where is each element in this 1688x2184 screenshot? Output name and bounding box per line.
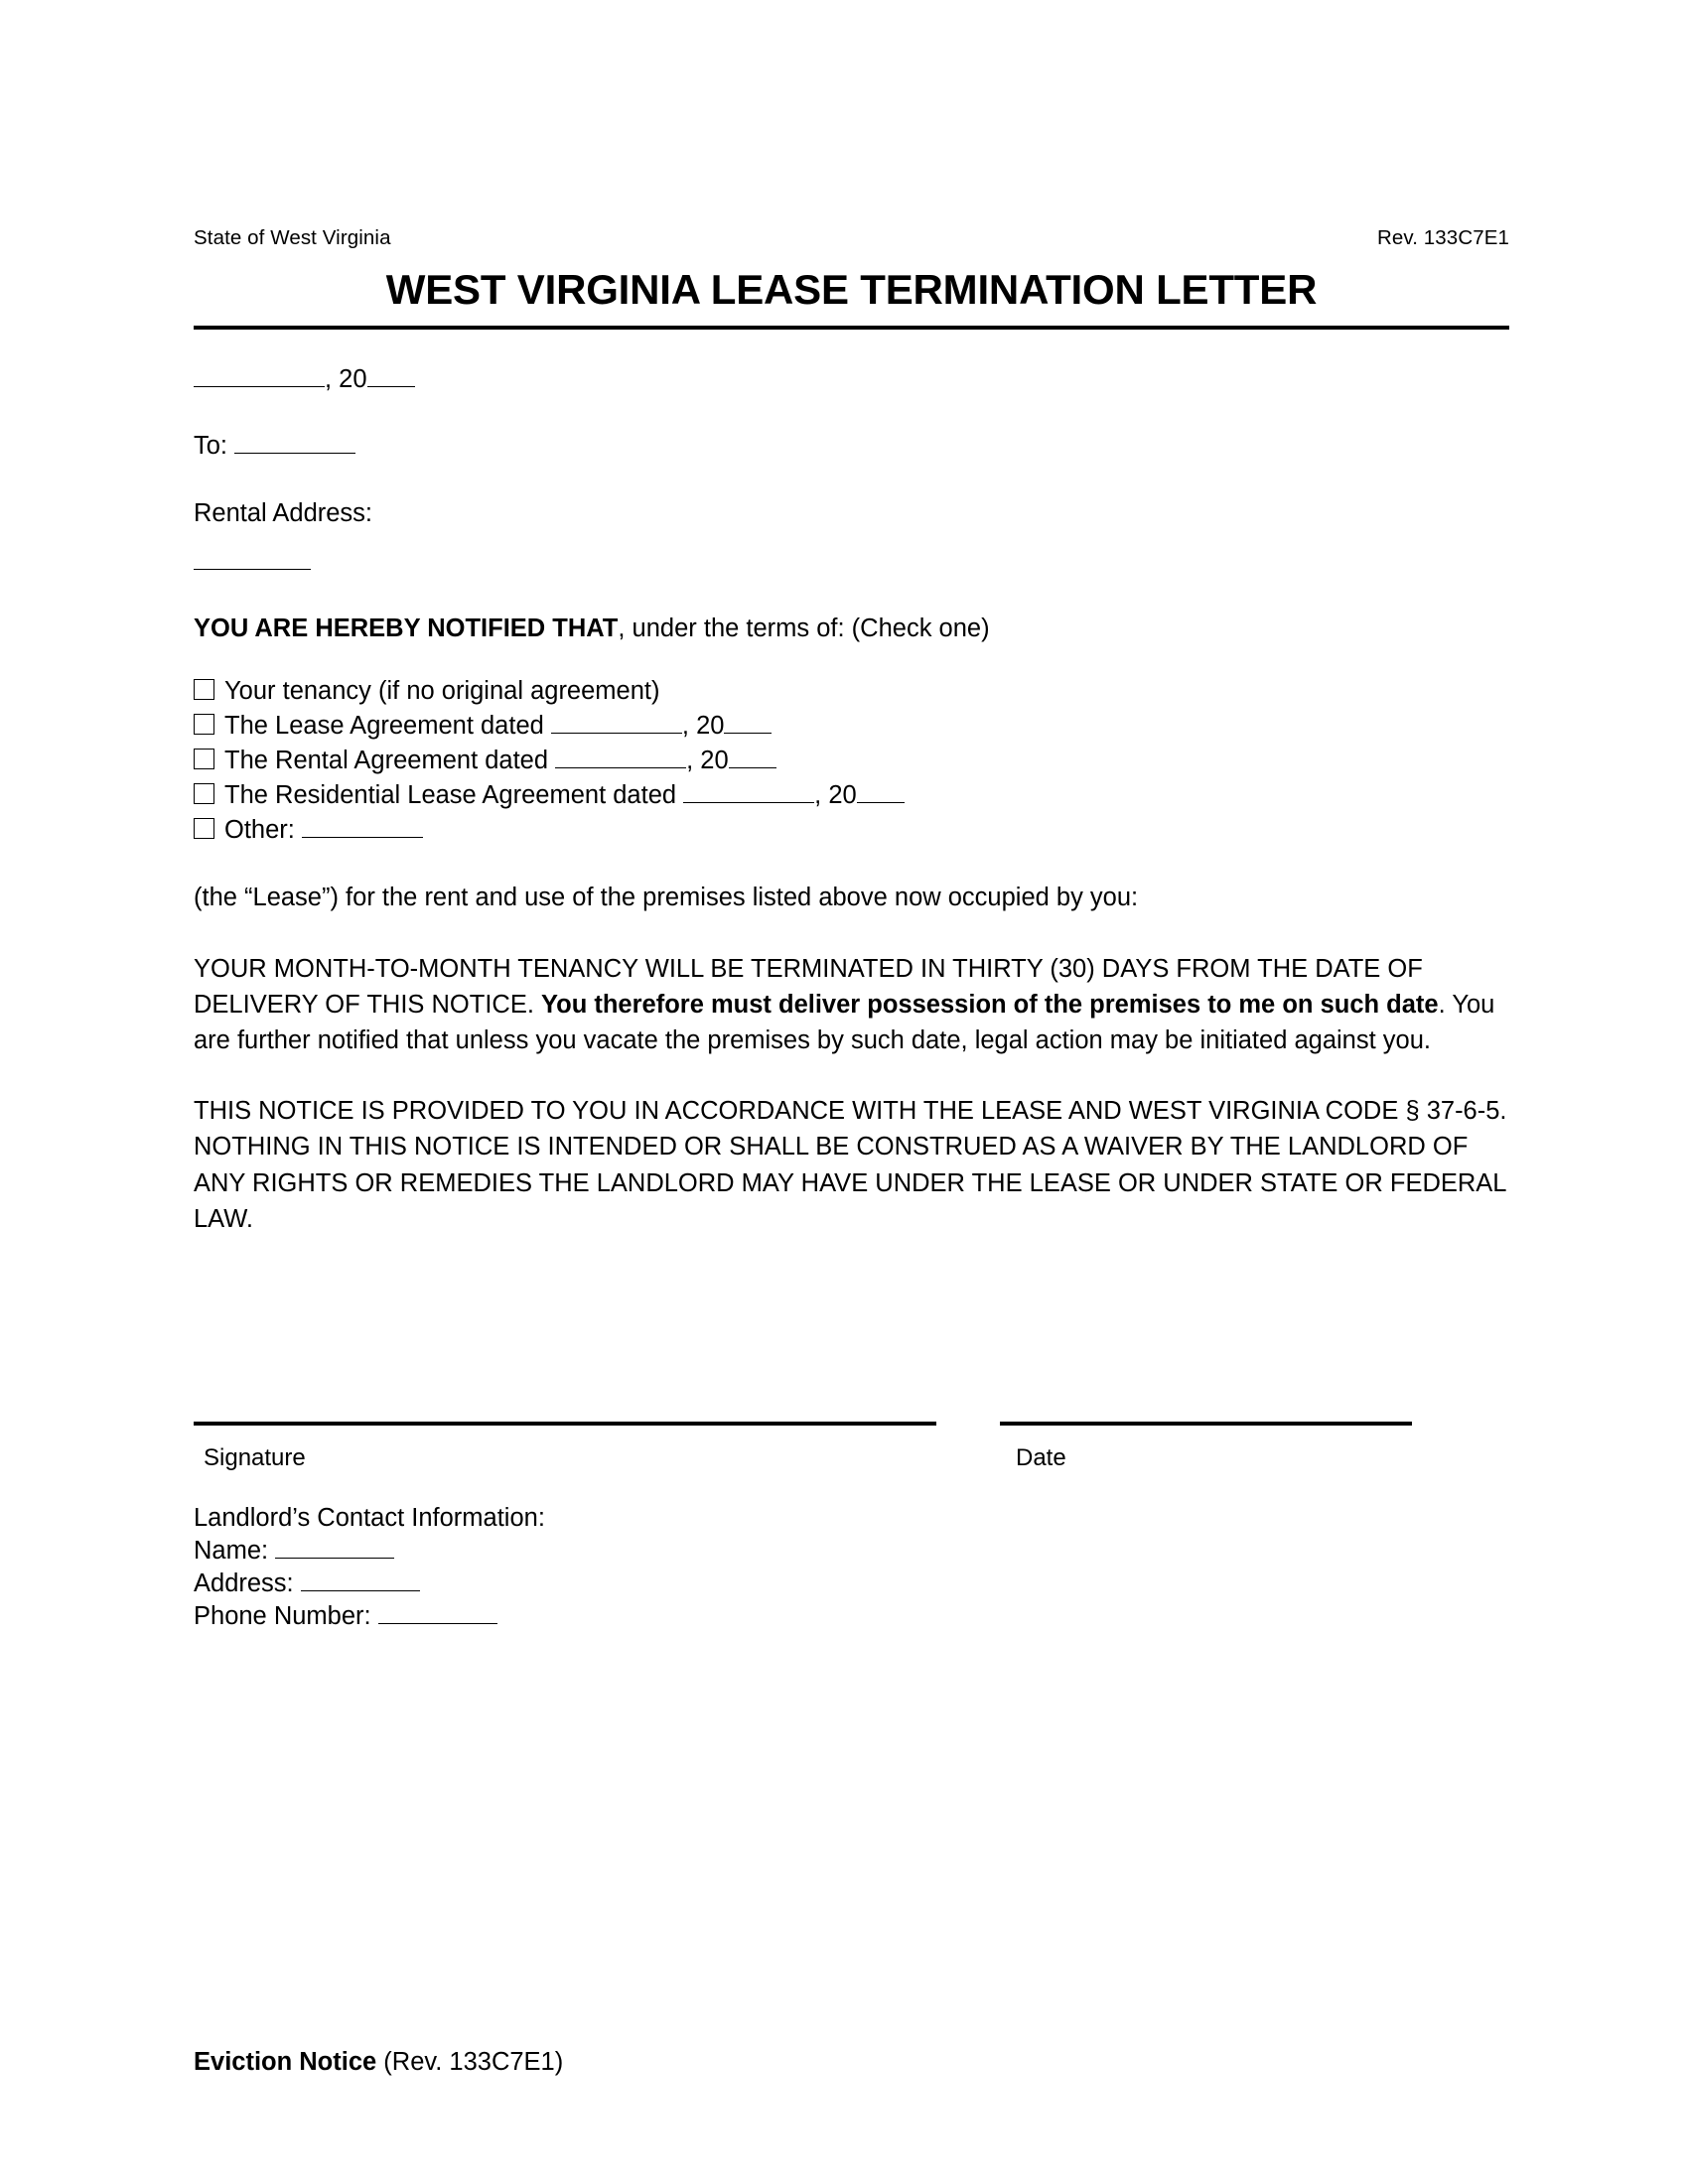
- checklist-date-blank[interactable]: [551, 733, 682, 734]
- checklist-date-blank[interactable]: [555, 767, 686, 768]
- checklist-item-label: The Lease Agreement dated: [224, 712, 544, 741]
- terms-checklist: [194, 676, 1509, 845]
- checklist-item-label: The Residential Lease Agreement dated: [224, 781, 677, 810]
- notice-intro-bold: YOU ARE HEREBY NOTIFIED THAT: [194, 614, 619, 643]
- checkbox-icon[interactable]: [194, 818, 214, 839]
- footer-revision: (Rev. 133C7E1): [376, 2048, 564, 2076]
- rental-address-label: Rental Address:: [194, 499, 373, 528]
- footer-title: Eviction Notice: [194, 2048, 377, 2076]
- contact-phone-row: [194, 1600, 545, 1633]
- checklist-date-suffix: , 20: [681, 712, 725, 741]
- termination-paragraph: [194, 951, 1509, 1059]
- rental-address-blank[interactable]: [194, 569, 311, 570]
- contact-phone-label: Phone Number:: [194, 1601, 371, 1630]
- checklist-year-blank[interactable]: [724, 733, 772, 734]
- checklist-item-rental-agreement[interactable]: [194, 746, 1509, 775]
- checklist-item-other[interactable]: [194, 815, 1509, 845]
- contact-name-blank[interactable]: [275, 1558, 394, 1559]
- checklist-date-blank[interactable]: [683, 802, 814, 803]
- date-year-blank[interactable]: [367, 386, 415, 387]
- checklist-year-blank[interactable]: [729, 767, 776, 768]
- checkbox-icon[interactable]: [194, 679, 214, 700]
- document-header: [194, 226, 1509, 251]
- date-line: [194, 362, 1509, 397]
- lease-definition-line: (the “Lease”) for the rent and use of the premises listed above now occupied by you:: [194, 884, 1139, 912]
- checklist-item-tenancy[interactable]: [194, 676, 1509, 706]
- checklist-item-label: The Rental Agreement dated: [224, 747, 549, 775]
- signature-rules: [194, 1422, 1509, 1435]
- title-divider: [194, 326, 1509, 330]
- to-blank[interactable]: [234, 453, 355, 454]
- contact-phone-blank[interactable]: [378, 1623, 497, 1624]
- signature-label: Signature: [204, 1444, 306, 1471]
- termination-part-b-bold: You therefore must deliver possession of the premises to me on such date: [541, 990, 1439, 1019]
- checklist-other-blank[interactable]: [302, 837, 423, 838]
- signature-labels: [194, 1444, 1509, 1482]
- document-footer: [194, 2048, 563, 2077]
- checklist-item-lease-agreement[interactable]: [194, 711, 1509, 741]
- revision-code: Rev. 133C7E1: [1376, 226, 1509, 249]
- rental-address-blank-row: [194, 545, 1509, 580]
- contact-name-label: Name:: [194, 1536, 269, 1565]
- checkbox-icon[interactable]: [194, 749, 214, 769]
- checkbox-icon[interactable]: [194, 783, 214, 804]
- checklist-item-label: Your tenancy (if no original agreement): [224, 677, 660, 706]
- checkbox-icon[interactable]: [194, 714, 214, 735]
- checklist-item-label: Other:: [224, 816, 295, 845]
- termination-part-c: . You are further notified that unless you vacate the premises by such date, legal action may be initiated against you.: [194, 990, 1495, 1055]
- rental-address-line: [194, 496, 1509, 579]
- termination-part-a: YOUR MONTH-TO-MONTH TENANCY WILL BE TERMINATED IN THIRTY (30) DAYS FROM THE DATE OF DELIVERY OF THIS NOTICE.: [194, 954, 1423, 1019]
- date-year-prefix: , 20: [325, 364, 367, 393]
- document-content: [194, 226, 1509, 1237]
- checklist-date-suffix: , 20: [686, 747, 729, 775]
- contact-name-row: [194, 1535, 545, 1568]
- checklist-item-residential-lease-agreement[interactable]: [194, 780, 1509, 810]
- date-label: Date: [1016, 1444, 1066, 1471]
- to-line: [194, 429, 1509, 464]
- signature-line[interactable]: [194, 1422, 936, 1426]
- notice-intro-rest: , under the terms of: (Check one): [618, 614, 990, 643]
- date-month-day-blank[interactable]: [194, 386, 325, 387]
- page-title: WEST VIRGINIA LEASE TERMINATION LETTER: [385, 265, 1318, 313]
- landlord-contact-block: [194, 1502, 545, 1633]
- document-body: [194, 362, 1509, 1237]
- contact-address-blank[interactable]: [301, 1590, 420, 1591]
- contact-address-row: [194, 1568, 545, 1600]
- checklist-date-suffix: , 20: [814, 781, 857, 810]
- date-line-rule[interactable]: [1000, 1422, 1412, 1426]
- checklist-year-blank[interactable]: [857, 802, 905, 803]
- state-line: State of West Virginia: [194, 226, 391, 249]
- statutory-notice-paragraph: THIS NOTICE IS PROVIDED TO YOU IN ACCORDANCE WITH THE LEASE AND WEST VIRGINIA CODE § 37-6-5. NOTHING IN THIS NOTICE IS INTENDED OR SHALL BE CONSTRUED AS A WAIVER BY THE LANDLORD OF ANY RIGHTS OR REMEDIES THE LANDLORD MAY HAVE UNDER THE LEASE OR UNDER STATE OR FEDERAL LAW.: [194, 1097, 1507, 1233]
- contact-address-label: Address:: [194, 1569, 294, 1597]
- to-label: To:: [194, 432, 228, 461]
- signature-block: [194, 1422, 1509, 1482]
- contact-heading: Landlord’s Contact Information:: [194, 1504, 545, 1532]
- notice-intro-line: [194, 612, 1509, 646]
